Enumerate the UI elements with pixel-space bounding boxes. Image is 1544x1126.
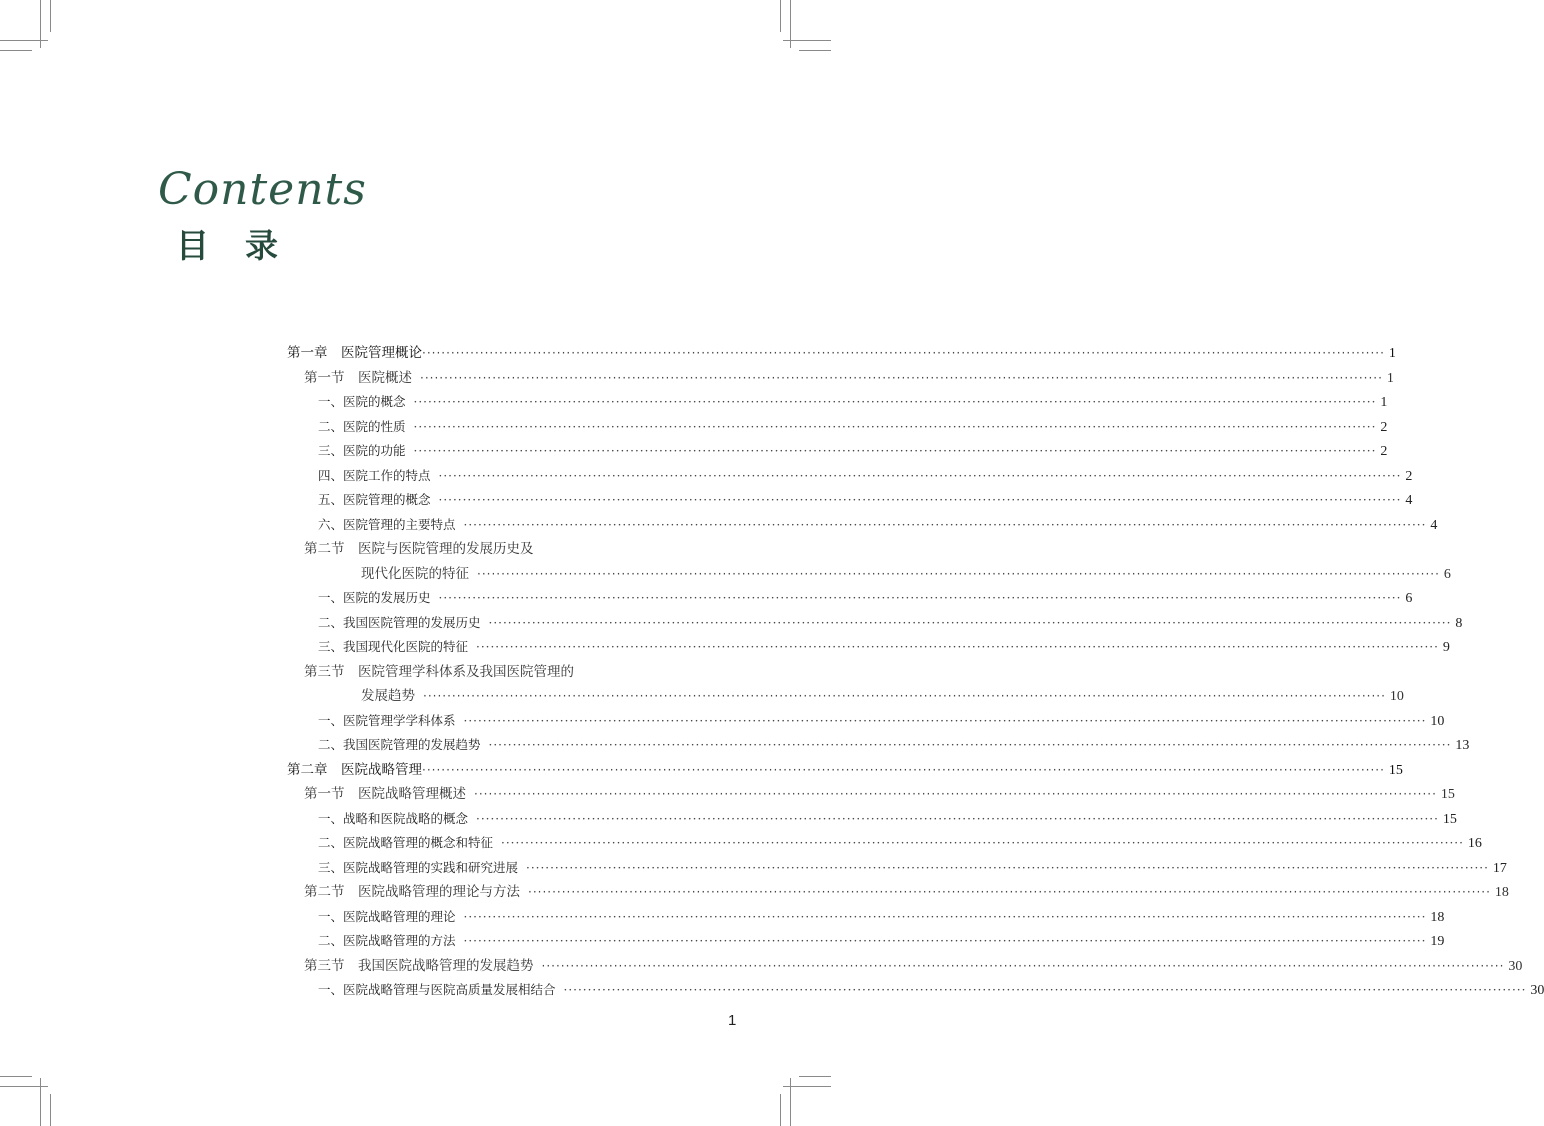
toc-item-row[interactable] (318, 611, 1463, 635)
toc-entry-label: 一、医院管理学学科体系 (318, 713, 456, 728)
toc-leader-dots: ········································································································································································································ (463, 910, 1427, 924)
toc-item-row[interactable] (318, 709, 1445, 733)
toc-leader-dots: ········································································································································································································ (422, 763, 1385, 777)
toc-page-number: 6 (1443, 567, 1451, 582)
crop-mark-top-right-horizontal-inner (799, 50, 831, 51)
toc-page-number: 2 (1380, 420, 1388, 435)
toc-continuation-row[interactable] (361, 684, 1404, 708)
toc-entry-label: 二、我国医院管理的发展趋势 (318, 737, 481, 752)
toc-page-number: 9 (1442, 640, 1450, 655)
toc-page-number: 18 (1494, 885, 1509, 900)
toc-page-number: 15 (1440, 787, 1455, 802)
toc-page-number: 4 (1405, 493, 1413, 508)
toc-entry-label: 一、医院战略管理的理论 (318, 909, 456, 924)
crop-mark-bottom-left-vertical-inner (50, 1094, 51, 1126)
toc-item-row[interactable] (318, 978, 1544, 1002)
toc-entry-label: 四、医院工作的特点 (318, 468, 431, 483)
crop-mark-bottom-left-horizontal (0, 1086, 48, 1087)
toc-leader-dots: ········································································································································································································ (438, 591, 1402, 605)
toc-item-row[interactable] (318, 905, 1445, 929)
toc-leader-dots: ········································································································································································································ (501, 836, 1464, 850)
crop-mark-bottom-right-vertical-inner (780, 1094, 781, 1126)
toc-leader-dots: ········································································································································································································ (563, 983, 1527, 997)
toc-item-row[interactable] (318, 415, 1388, 439)
toc-entry-label: 二、医院战略管理的概念和特征 (318, 835, 494, 850)
toc-section-row[interactable] (304, 880, 1509, 904)
toc-leader-dots: ········································································································································································································ (476, 812, 1439, 826)
page-number: 1 (728, 1012, 737, 1029)
toc-page-number: 30 (1508, 959, 1523, 974)
toc-item-row[interactable] (318, 635, 1450, 659)
crop-mark-bottom-left-horizontal-inner (0, 1076, 32, 1077)
toc-item-row[interactable] (318, 831, 1482, 855)
toc-item-row[interactable] (318, 807, 1457, 831)
toc-page-number: 1 (1386, 371, 1394, 386)
toc-section-row[interactable] (304, 782, 1455, 806)
toc-leader-dots: ········································································································································································································ (488, 738, 1452, 752)
toc-item-row[interactable] (318, 439, 1388, 463)
toc-entry-label: 第一节 医院概述 (304, 370, 412, 386)
toc-leader-dots: ········································································································································································································ (477, 567, 1440, 581)
toc-leader-dots: ········································································································································································································ (438, 469, 1402, 483)
toc-page-number: 19 (1430, 934, 1445, 949)
toc-entry-label: 第三节 我国医院战略管理的发展趋势 (304, 958, 534, 974)
toc-entry-label: 二、医院战略管理的方法 (318, 933, 456, 948)
toc-page-number: 1 (1380, 395, 1388, 410)
toc-item-row[interactable] (318, 929, 1445, 953)
toc-leader-dots: ········································································································································································································ (413, 420, 1377, 434)
toc-leader-dots: ········································································································································································································ (438, 493, 1402, 507)
toc-leader-dots: ········································································································································································································ (526, 861, 1489, 875)
toc-entry-label: 发展趋势 (361, 688, 415, 704)
toc-item-row[interactable] (318, 390, 1388, 414)
toc-page-number: 2 (1380, 444, 1388, 459)
toc-page-number: 1 (1388, 346, 1396, 361)
toc-page-number: 2 (1405, 469, 1413, 484)
toc-section-row[interactable] (304, 954, 1523, 978)
toc-entry-label: 第一章 医院管理概论 (287, 345, 422, 361)
toc-page-number: 15 (1442, 812, 1457, 827)
toc-entry-label: 三、医院的功能 (318, 443, 406, 458)
toc-entry-label: 第二节 医院与医院管理的发展历史及 (304, 541, 534, 557)
toc-page-number: 10 (1430, 714, 1445, 729)
toc-page-number: 10 (1389, 689, 1404, 704)
toc-leader-dots: ········································································································································································································ (541, 959, 1505, 973)
toc-chapter-row[interactable] (287, 758, 1403, 782)
toc-entry-label: 第二章 医院战略管理 (287, 762, 422, 778)
crop-mark-top-right-horizontal (783, 40, 831, 41)
toc-section-row[interactable] (304, 366, 1394, 390)
toc-section-row[interactable] (304, 660, 574, 684)
toc-entry-label: 第一节 医院战略管理概述 (304, 786, 466, 802)
toc-entry-label: 一、医院的概念 (318, 394, 406, 409)
toc-page-number: 6 (1405, 591, 1413, 606)
contents-script-title: Contents (158, 164, 367, 215)
toc-page-number: 4 (1430, 518, 1438, 533)
toc-entry-label: 一、战略和医院战略的概念 (318, 811, 469, 826)
toc-leader-dots: ········································································································································································································ (420, 371, 1383, 385)
toc-entry-label: 二、医院的性质 (318, 419, 406, 434)
crop-mark-top-left-horizontal-inner (0, 50, 32, 51)
toc-leader-dots: ········································································································································································································ (413, 444, 1377, 458)
toc-item-row[interactable] (318, 586, 1413, 610)
toc-chapter-row[interactable] (287, 341, 1396, 365)
toc-item-row[interactable] (318, 733, 1470, 757)
toc-entry-label: 一、医院战略管理与医院高质量发展相结合 (318, 982, 556, 997)
crop-mark-top-right-vertical-inner (780, 0, 781, 32)
toc-leader-dots: ········································································································································································································ (423, 689, 1386, 703)
toc-page-number: 8 (1455, 616, 1463, 631)
toc-leader-dots: ········································································································································································································ (422, 346, 1385, 360)
toc-entry-label: 三、医院战略管理的实践和研究进展 (318, 860, 519, 875)
toc-entry-label: 六、医院管理的主要特点 (318, 517, 456, 532)
toc-leader-dots: ········································································································································································································ (463, 934, 1427, 948)
crop-mark-top-left-vertical-inner (50, 0, 51, 32)
toc-section-row[interactable] (304, 537, 534, 561)
toc-entry-label: 现代化医院的特征 (361, 566, 469, 582)
toc-page-number: 15 (1388, 763, 1403, 778)
toc-page-number: 30 (1530, 983, 1544, 998)
toc-leader-dots: ········································································································································································································ (413, 395, 1377, 409)
toc-entry-label: 第三节 医院管理学科体系及我国医院管理的 (304, 664, 574, 680)
toc-item-row[interactable] (318, 464, 1413, 488)
toc-entry-label: 五、医院管理的概念 (318, 492, 431, 507)
toc-page-number: 16 (1467, 836, 1482, 851)
toc-entry-label: 三、我国现代化医院的特征 (318, 639, 469, 654)
toc-leader-dots: ········································································································································································································ (463, 518, 1427, 532)
contents-cn-title: 目录 (176, 226, 314, 265)
toc-leader-dots: ········································································································································································································ (488, 616, 1452, 630)
toc-item-row[interactable] (318, 856, 1507, 880)
crop-mark-bottom-right-horizontal (783, 1086, 831, 1087)
toc-page-number: 13 (1455, 738, 1470, 753)
toc-leader-dots: ········································································································································································································ (463, 714, 1427, 728)
crop-mark-top-left-horizontal (0, 40, 48, 41)
toc-item-row[interactable] (318, 488, 1413, 512)
toc-leader-dots: ········································································································································································································ (474, 787, 1437, 801)
toc-leader-dots: ········································································································································································································ (476, 640, 1439, 654)
toc-entry-label: 二、我国医院管理的发展历史 (318, 615, 481, 630)
toc-continuation-row[interactable] (361, 562, 1451, 586)
toc-leader-dots: ········································································································································································································ (528, 885, 1491, 899)
toc-page-number: 18 (1430, 910, 1445, 925)
toc-entry-label: 第二节 医院战略管理的理论与方法 (304, 884, 520, 900)
crop-mark-bottom-right-horizontal-inner (799, 1076, 831, 1077)
toc-page-number: 17 (1492, 861, 1507, 876)
toc-item-row[interactable] (318, 513, 1438, 537)
toc-entry-label: 一、医院的发展历史 (318, 590, 431, 605)
